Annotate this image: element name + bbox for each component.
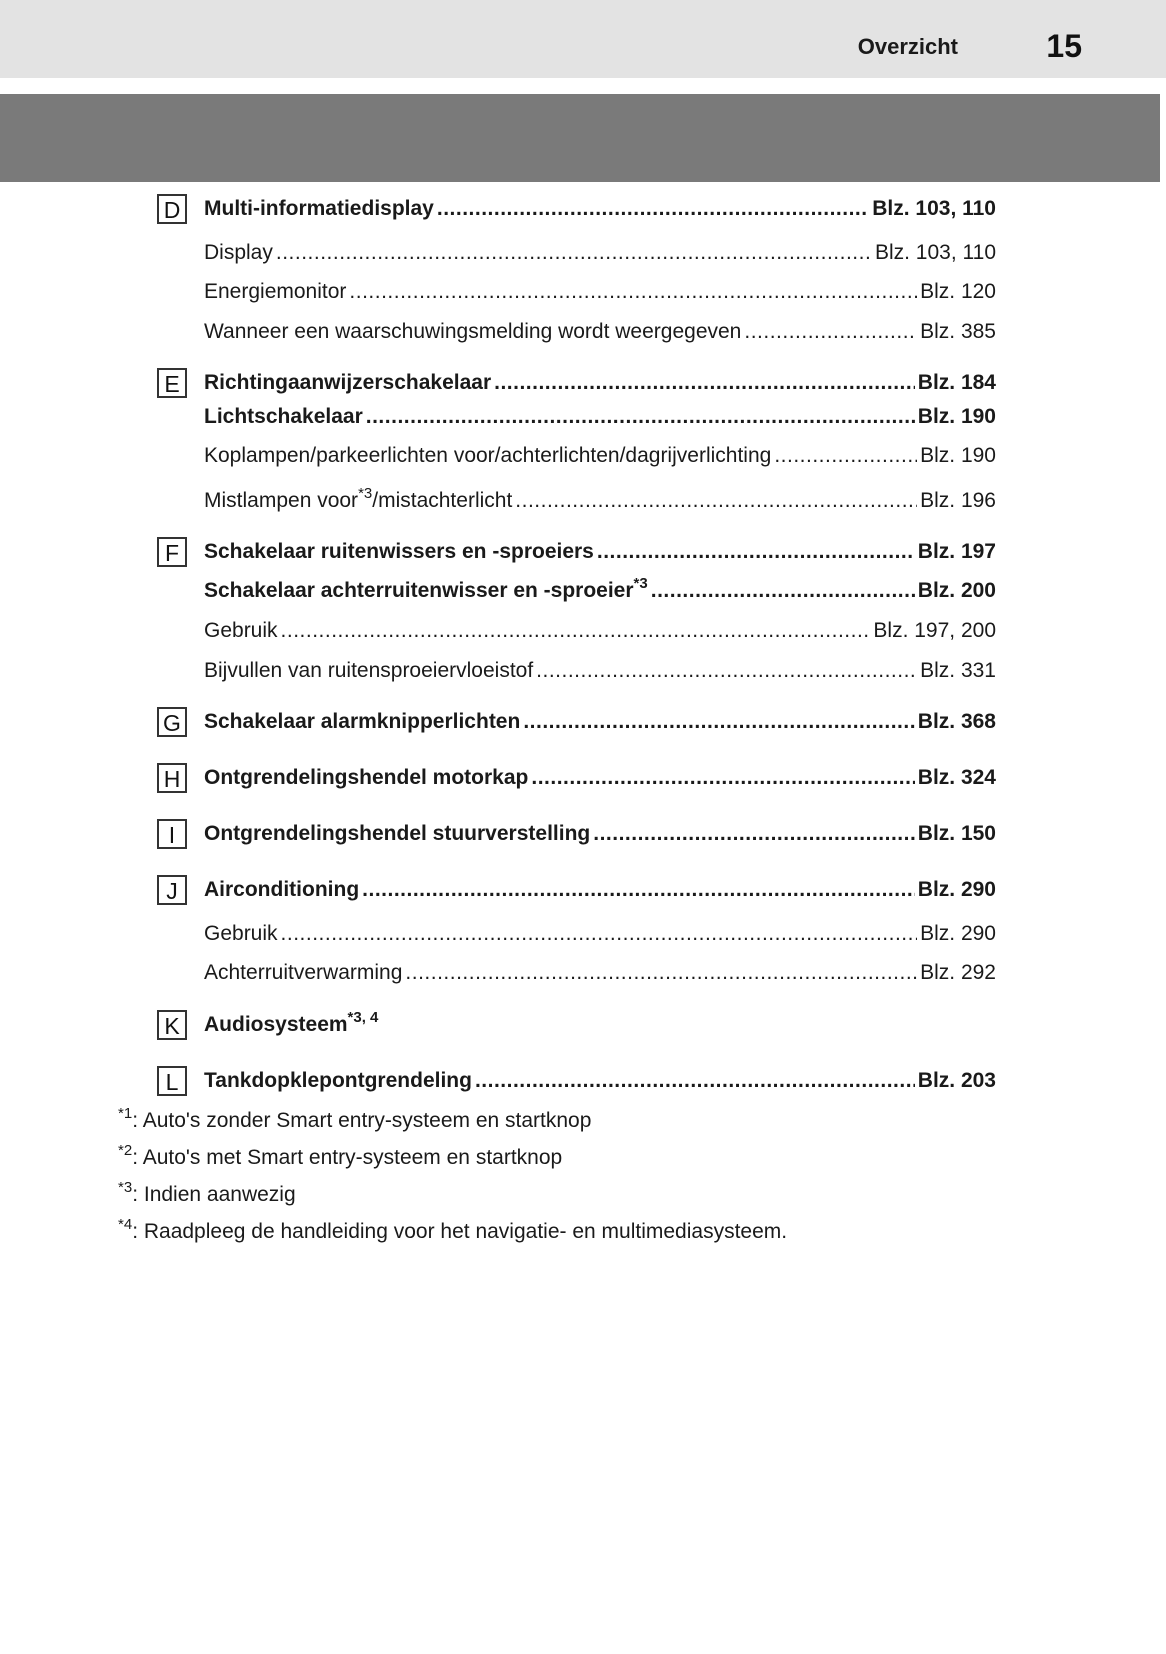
letter-box-e: E: [157, 368, 187, 398]
leader-dots: [531, 765, 914, 791]
footnote-3: [118, 1179, 296, 1208]
entry-page: Blz. 368: [917, 710, 996, 733]
entry-label: Tankdopklepontgrendeling: [204, 1069, 472, 1092]
entry-page: Blz. 103, 110: [874, 241, 996, 264]
entry-page: Blz. 290: [920, 922, 996, 945]
entry-page: Blz. 290: [917, 878, 996, 901]
leader-dots: [281, 618, 871, 644]
footnote-1: [118, 1105, 592, 1134]
index-entry-i-main[interactable]: [204, 821, 996, 847]
entry-page: Blz. 292: [920, 961, 996, 984]
entry-page: Blz. 196: [920, 489, 996, 512]
leader-dots: [281, 921, 918, 947]
entry-page: Blz. 385: [920, 320, 996, 343]
entry-label: Gebruik: [204, 922, 278, 945]
entry-label-part: Mistlampen voor: [204, 489, 359, 512]
entry-label-part: /mistachterlicht: [372, 489, 513, 512]
leader-dots: [366, 404, 915, 430]
entry-label: Ontgrendelingshendel stuurverstelling: [204, 822, 591, 845]
index-entry-f-main-2[interactable]: [204, 575, 996, 604]
index-entry-d-sub-1[interactable]: [204, 240, 996, 266]
entry-label: [204, 575, 648, 604]
footnote-mark: *4: [118, 1216, 133, 1233]
page-header: [0, 0, 1166, 78]
letter-box-j: J: [157, 875, 187, 905]
index-entry-e-sub-1[interactable]: [204, 443, 996, 469]
index-entry-e-main[interactable]: [204, 370, 996, 396]
entry-page: Blz. 197, 200: [873, 619, 996, 642]
entry-label-part: Audiosysteem: [204, 1013, 348, 1036]
entry-page: Blz. 103, 110: [872, 197, 996, 220]
entry-page: Blz. 190: [920, 444, 996, 467]
index-entry-k-main[interactable]: [204, 1009, 996, 1038]
index-entry-d-sub-3[interactable]: [204, 319, 996, 345]
leader-dots: [475, 1068, 915, 1094]
leader-dots: [593, 821, 915, 847]
leader-dots: [651, 578, 915, 604]
entry-page: Blz. 200: [917, 579, 996, 602]
leader-dots: [536, 658, 917, 684]
entry-label: Gebruik: [204, 619, 278, 642]
index-entry-j-sub-2[interactable]: [204, 960, 996, 986]
letter-box-d: D: [157, 194, 187, 224]
index-entry-f-sub-1[interactable]: [204, 618, 996, 644]
index-entry-g-main[interactable]: [204, 709, 996, 735]
index-entry-d-sub-2[interactable]: [204, 279, 996, 305]
entry-label: Koplampen/parkeerlichten voor/achterlichten/dagrijverlichting: [204, 444, 772, 467]
leader-dots: [515, 488, 917, 514]
entry-label: Airconditioning: [204, 878, 360, 901]
index-entry-j-sub-1[interactable]: [204, 921, 996, 947]
entry-page: Blz. 203: [917, 1069, 996, 1092]
entry-page: Blz. 331: [920, 659, 996, 682]
footnote-text: : Auto's met Smart entry-systeem en startknop: [132, 1146, 563, 1169]
index-entry-l-main[interactable]: [204, 1068, 996, 1094]
leader-dots: [744, 319, 917, 345]
entry-label: Richtingaanwijzerschakelaar: [204, 371, 492, 394]
index-entry-d-main[interactable]: [204, 196, 996, 222]
footnote-ref: *3, 4: [347, 1009, 379, 1026]
entry-label: Lichtschakelaar: [204, 405, 363, 428]
entry-label: Energiemonitor: [204, 280, 347, 303]
index-entry-j-main[interactable]: [204, 877, 996, 903]
letter-box-k: K: [157, 1010, 187, 1040]
index-entry-h-main[interactable]: [204, 765, 996, 791]
letter-box-l: L: [157, 1066, 187, 1096]
leader-dots: [405, 960, 917, 986]
entry-page: Blz. 120: [920, 280, 996, 303]
letter-box-g: G: [157, 707, 187, 737]
entry-page: Blz. 184: [917, 371, 996, 394]
leader-dots: [523, 709, 914, 735]
entry-label: Schakelaar ruitenwissers en -sproeiers: [204, 540, 594, 563]
letter-box-i: I: [157, 819, 187, 849]
entry-label-part: Schakelaar achterruitenwisser en -sproeier: [204, 579, 634, 602]
entry-label: Wanneer een waarschuwingsmelding wordt weergegeven: [204, 320, 742, 343]
footnote-text: : Raadpleeg de handleiding voor het navigatie- en multimediasysteem.: [132, 1220, 788, 1243]
header-band: [0, 94, 1160, 182]
index-entry-f-main[interactable]: [204, 539, 996, 565]
footnote-text: : Auto's zonder Smart entry-systeem en startknop: [132, 1109, 592, 1132]
entry-label: Bijvullen van ruitensproeiervloeistof: [204, 659, 534, 682]
entry-page: Blz. 190: [917, 405, 996, 428]
footnote-text: : Indien aanwezig: [132, 1183, 296, 1206]
entry-label: Schakelaar alarmknipperlichten: [204, 710, 521, 733]
entry-page: Blz. 197: [917, 540, 996, 563]
letter-box-h: H: [157, 763, 187, 793]
footnote-mark: *2: [118, 1142, 133, 1159]
footnote-ref: *3: [633, 575, 648, 592]
index-entry-e-main-2[interactable]: [204, 404, 996, 430]
footnote-2: [118, 1142, 563, 1171]
entry-label: Display: [204, 241, 273, 264]
leader-dots: [362, 877, 915, 903]
leader-dots: [276, 240, 872, 266]
leader-dots: [494, 370, 915, 396]
letter-box-f: F: [157, 537, 187, 567]
entry-label: Achterruitverwarming: [204, 961, 403, 984]
entry-label: [204, 485, 513, 514]
entry-page: Blz. 150: [917, 822, 996, 845]
leader-dots: [597, 539, 915, 565]
section-title: Overzicht: [857, 34, 958, 59]
footnote-mark: *1: [118, 1105, 133, 1122]
leader-dots: [437, 196, 869, 222]
index-entry-f-sub-2[interactable]: [204, 658, 996, 684]
footnote-4: [118, 1216, 788, 1245]
leader-dots: [774, 443, 917, 469]
index-entry-e-sub-2[interactable]: [204, 485, 996, 514]
page-number: 15: [1046, 28, 1082, 64]
leader-dots: [349, 279, 917, 305]
footnote-ref: *3: [358, 485, 373, 502]
footnote-mark: *3: [118, 1179, 133, 1196]
entry-label: [204, 1009, 379, 1038]
entry-page: Blz. 324: [917, 766, 996, 789]
entry-label: Ontgrendelingshendel motorkap: [204, 766, 529, 789]
entry-label: Multi-informatiedisplay: [204, 197, 434, 220]
header-divider: [0, 78, 1166, 94]
